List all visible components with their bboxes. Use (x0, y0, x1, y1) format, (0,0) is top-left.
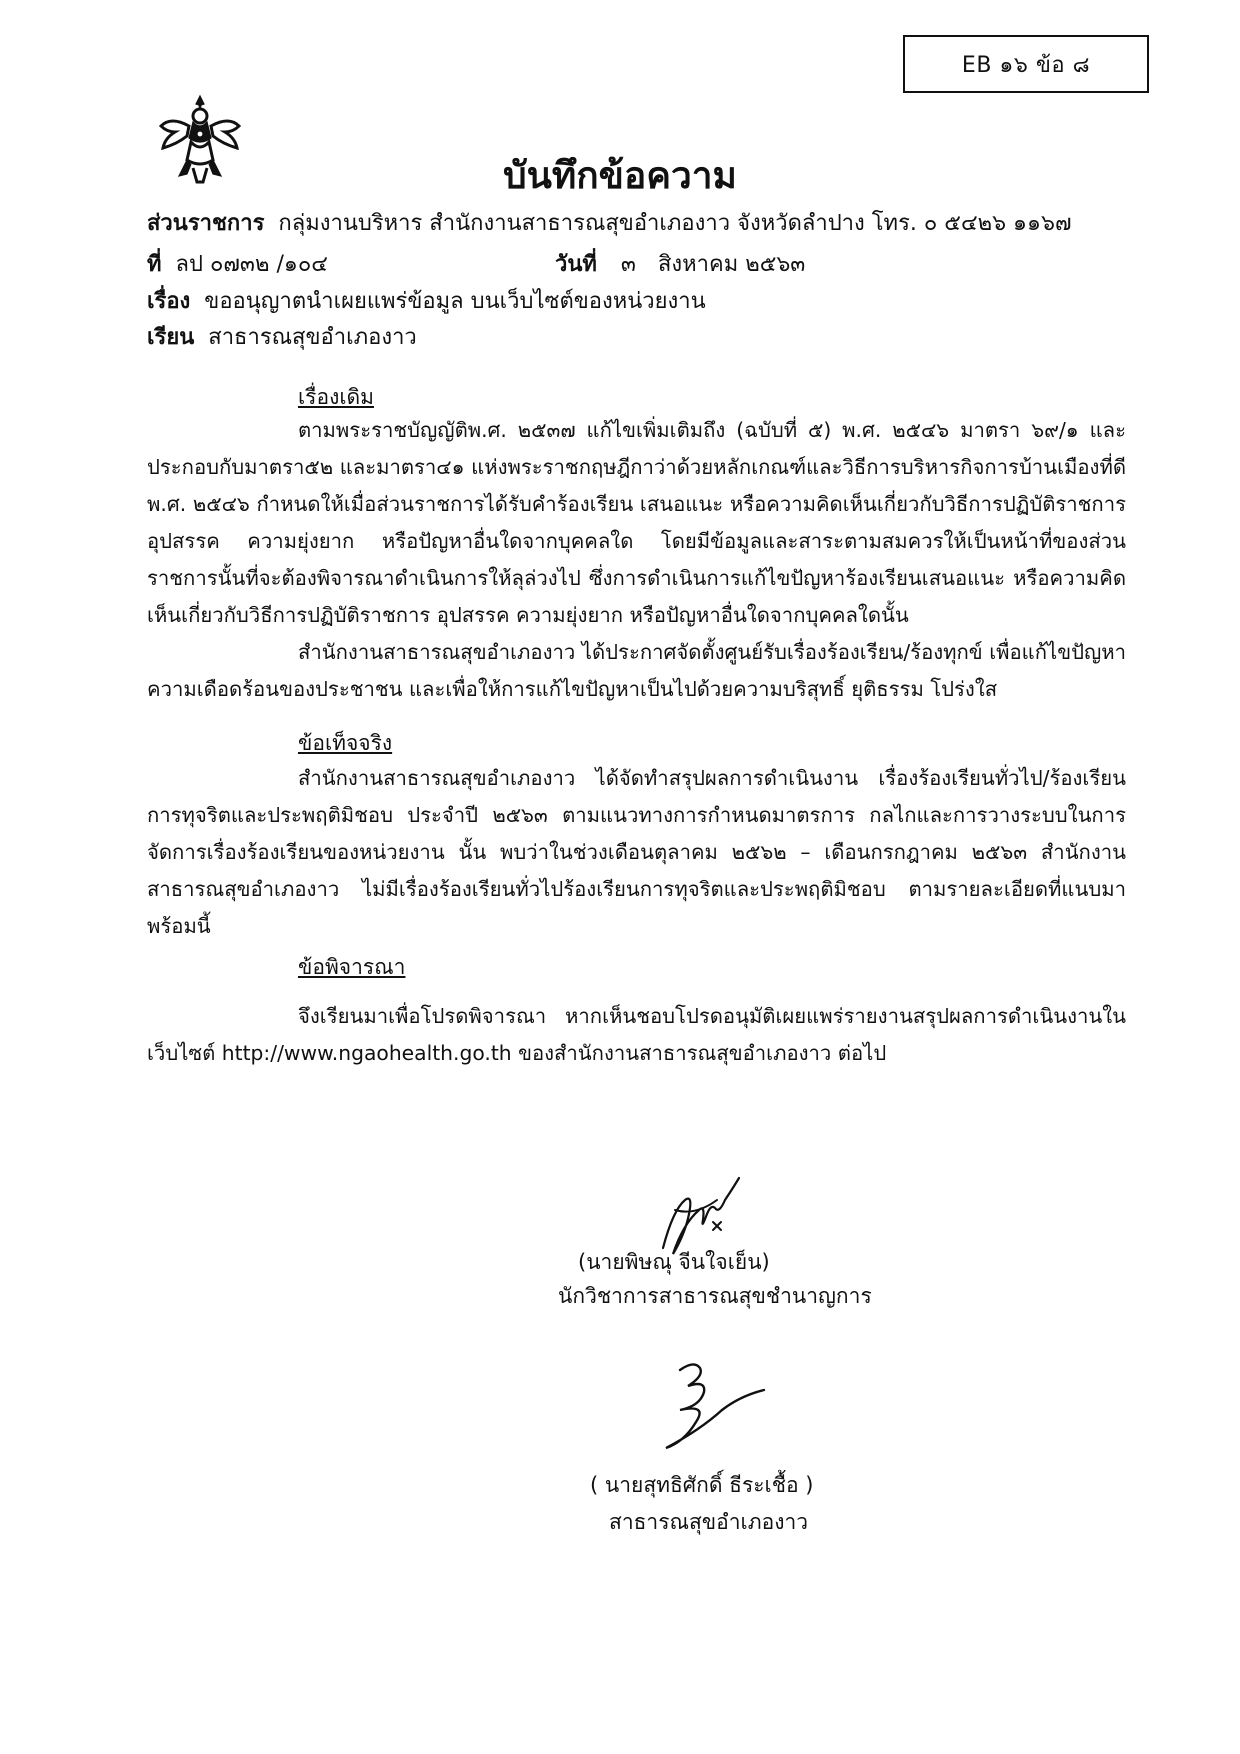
reference-line (147, 250, 328, 280)
agency-value: กลุ่มงานบริหาร สำนักงานสาธารณสุขอำเภองาว จังหวัดลำปาง โทร. ๐ ๕๔๒๖ ๑๑๖๗ (278, 211, 1072, 236)
agency-label: ส่วนราชการ (147, 211, 265, 236)
reference-text: EB ๑๖ ข้อ ๘ (961, 52, 1091, 78)
date-day: ๓ (620, 252, 636, 277)
second-signer-position: สาธารณสุขอำเภองาว (609, 1510, 809, 1534)
reference-value: ลป ๐๗๓๒ /๑๐๔ (175, 252, 328, 277)
date-line (555, 250, 805, 280)
subject-label: เรื่อง (147, 289, 191, 314)
addressee-label: เรียน (147, 325, 195, 350)
document-reference-box (903, 35, 1149, 93)
reference-label: ที่ (147, 252, 162, 277)
second-signer-name: ( นายสุทธิศักดิ์ ธีระเชื้อ ) (590, 1473, 814, 1497)
facts-heading: ข้อเท็จจริง (298, 731, 393, 755)
date-label: วันที่ (555, 252, 597, 277)
background-heading: เรื่องเดิม (298, 385, 374, 409)
background-paragraph-2: สำนักงานสาธารณสุขอำเภองาว ได้ประกาศจัดตั้งศูนย์รับเรื่องร้องเรียน/ร้องทุกข์ เพื่อแก้ไขปัญหาความเดือดร้อนของประชาชน และเพื่อให้การแก้ไขปัญหาเป็นไปด้วยความบริสุทธิ์ ยุติธรรม โปร่งใส (147, 640, 1126, 701)
agency-line (147, 209, 1072, 239)
first-signer-position: นักวิชาการสาธารณสุขชำนาญการ (558, 1284, 872, 1308)
second-signature-icon (660, 1350, 770, 1460)
date-month-year: สิงหาคม ๒๕๖๓ (657, 252, 806, 277)
first-signer-name: (นายพิษณุ จีนใจเย็น) (578, 1250, 770, 1274)
document-title: บันทึกข้อความ (503, 154, 737, 197)
subject-line (147, 287, 706, 317)
subject-value: ขออนุญาตนำเผยแพร่ข้อมูล บนเว็บไซต์ของหน่วยงาน (204, 289, 706, 314)
addressee-value: สาธารณสุขอำเภองาว (208, 325, 417, 350)
consideration-paragraph: จึงเรียนมาเพื่อโปรดพิจารณา หากเห็นชอบโปรดอนุมัติเผยแพร่รายงานสรุปผลการดำเนินงานในเว็บไซต์ http://www.ngaohealth.go.th ของสำนักงานสาธารณสุขอำเภองาว ต่อไป (147, 1004, 1126, 1065)
background-paragraph-1: ตามพระราชบัญญัติพ.ศ. ๒๕๓๗ แก้ไขเพิ่มเติมถึง (ฉบับที่ ๕) พ.ศ. ๒๕๔๖ มาตรา ๖๙/๑ และประกอบกับมาตรา๕๒ และมาตรา๔๑ แห่งพระราชกฤษฎีกาว่าด้วยหลักเกณฑ์และวิธีการบริหารกิจการบ้านเมืองที่ดี พ.ศ. ๒๕๔๖ กำหนดให้เมื่อส่วนราชการได้รับคำร้องเรียน เสนอแนะ หรือความคิดเห็นเกี่ยวกับวิธีการปฏิบัติราชการ อุปสรรค ความยุ่งยาก หรือปัญหาอื่นใดจากบุคคลใด โดยมีข้อมูลและสาระตามสมควรให้เป็นหน้าที่ของส่วนราชการนั้นที่จะต้องพิจารณาดำเนินการให้ลุล่วงไป ซึ่งการดำเนินการแก้ไขปัญหาร้องเรียนเสนอแนะ หรือความคิดเห็นเกี่ยวกับวิธีการปฏิบัติราชการ อุปสรรค ความยุ่งยาก หรือปัญหาอื่นใดจากบุคคลใดนั้น (147, 418, 1126, 627)
addressee-line (147, 323, 417, 353)
facts-paragraph: สำนักงานสาธารณสุขอำเภองาว ได้จัดทำสรุปผลการดำเนินงาน เรื่องร้องเรียนทั่วไป/ร้องเรียนการทุจริตและประพฤติมิชอบ ประจำปี ๒๕๖๓ ตามแนวทางการกำหนดมาตรการ กลไกและการวางระบบในการจัดการเรื่องร้องเรียนของหน่วยงาน นั้น พบว่าในช่วงเดือนตุลาคม ๒๕๖๒ – เดือนกรกฎาคม ๒๕๖๓ สำนักงานสาธารณสุขอำเภองาว ไม่มีเรื่องร้องเรียนทั่วไปร้องเรียนการทุจริตและประพฤติมิชอบ ตามรายละเอียดที่แนบมาพร้อมนี้ (147, 766, 1126, 938)
consideration-heading: ข้อพิจารณา (298, 955, 406, 979)
